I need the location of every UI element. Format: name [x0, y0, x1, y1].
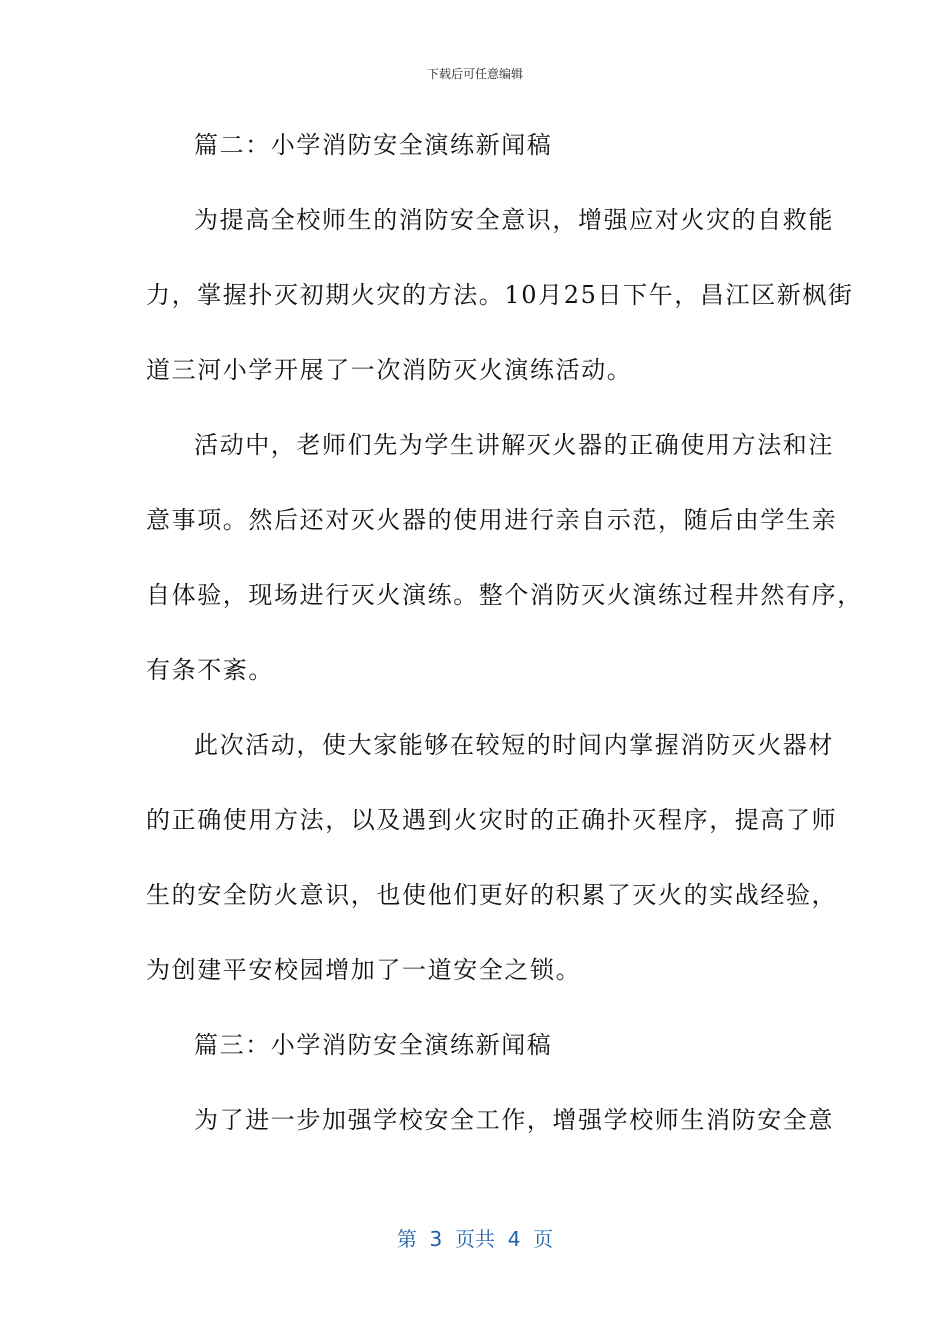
page-number-footer: 第 3 页共 4 页 [396, 1227, 554, 1251]
paragraph-line: 生的安全防火意识，也使他们更好的积累了灭火的实战经验， [146, 881, 838, 909]
paragraph-line: 有条不紊。 [146, 656, 274, 684]
section-heading-2: 篇二：小学消防安全演练新闻稿 [194, 131, 553, 159]
page-header-note: 下载后可任意编辑 [426, 67, 523, 81]
paragraph-line: 的正确使用方法，以及遇到火灾时的正确扑灭程序，提高了师 [146, 806, 838, 834]
paragraph-line: 自体验，现场进行灭火演练。整个消防灭火演练过程井然有序， [146, 581, 863, 609]
paragraph-line: 为了进一步加强学校安全工作，增强学校师生消防安全意 [194, 1106, 834, 1134]
paragraph-line: 活动中，老师们先为学生讲解灭火器的正确使用方法和注 [194, 431, 834, 459]
section-heading-3: 篇三：小学消防安全演练新闻稿 [194, 1031, 553, 1059]
paragraph-line: 道三河小学开展了一次消防灭火演练活动。 [146, 356, 633, 384]
paragraph-line: 力，掌握扑灭初期火灾的方法。10月25日下午，昌江区新枫街 [146, 281, 854, 309]
paragraph-line: 意事项。然后还对灭火器的使用进行亲自示范，随后由学生亲 [146, 506, 838, 534]
paragraph-line: 此次活动，使大家能够在较短的时间内掌握消防灭火器材 [194, 731, 834, 759]
paragraph-line: 为创建平安校园增加了一道安全之锁。 [146, 956, 582, 984]
paragraph-line: 为提高全校师生的消防安全意识，增强应对火灾的自救能 [194, 206, 834, 234]
